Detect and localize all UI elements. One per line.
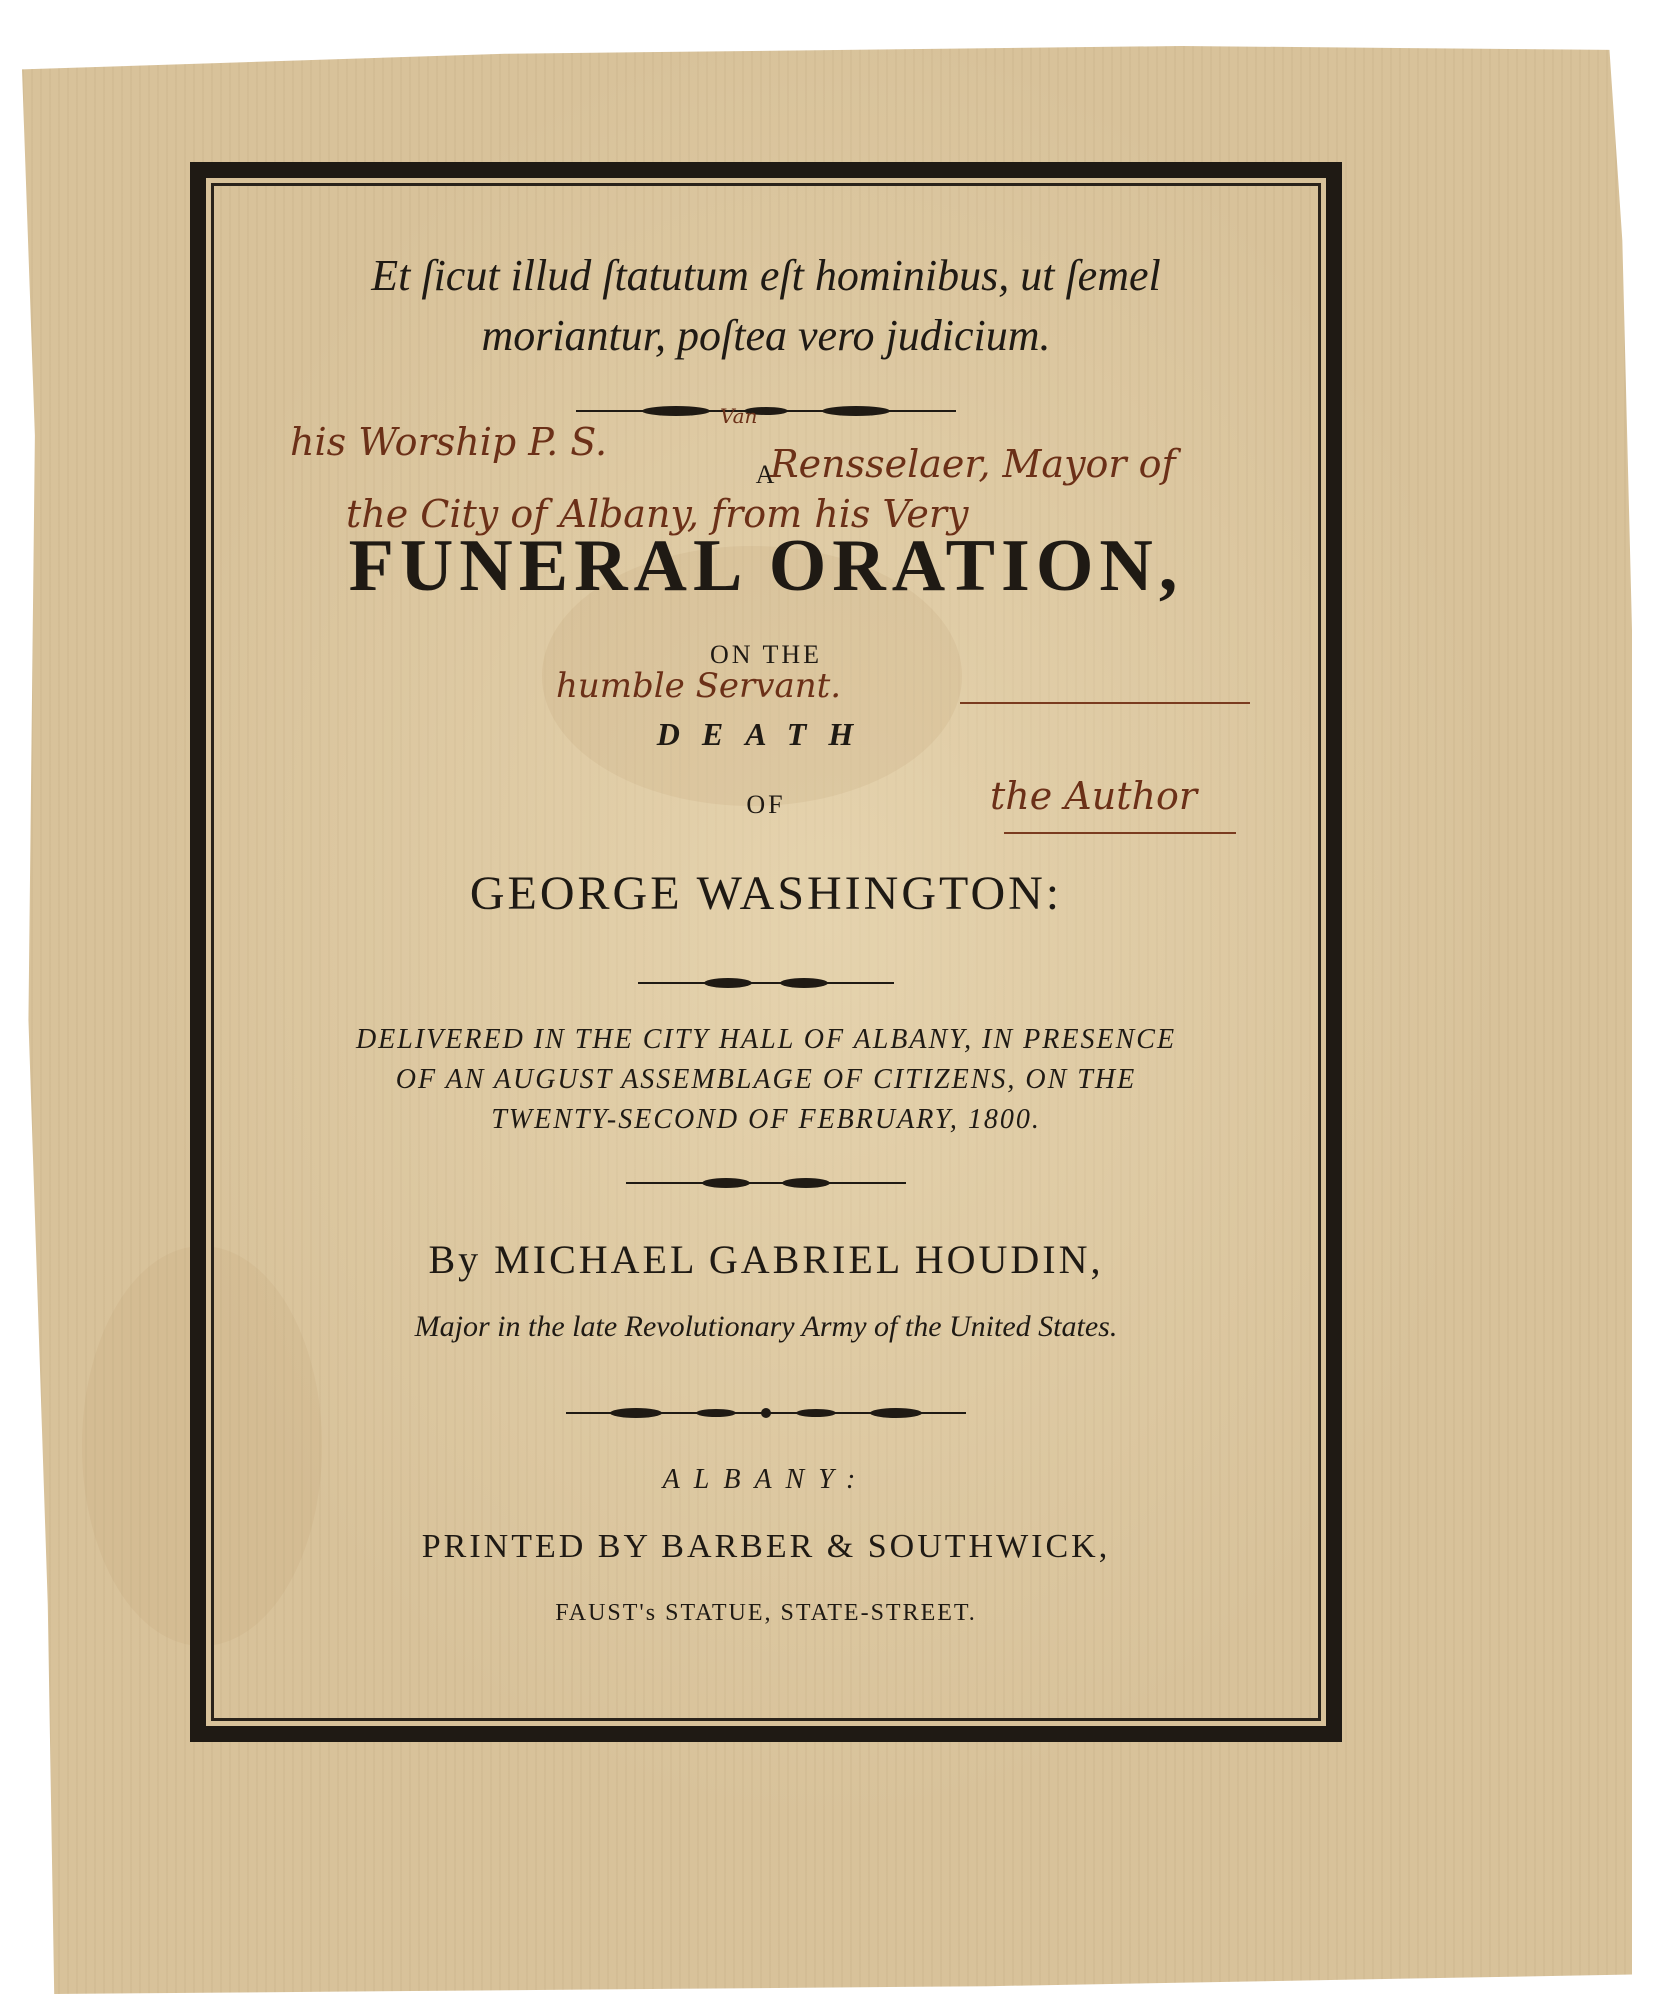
author-rank: Major in the late Revolutionary Army of the United States. [414,1310,1118,1343]
author-byline: By MICHAEL GABRIEL HOUDIN, [428,1237,1104,1282]
title-article: A [755,460,777,489]
ornament-rule [566,1406,966,1420]
inscription-insert: Van [720,404,758,428]
inscription-signature: the Author [990,774,1198,818]
delivery-line: TWENTY-SECOND OF FEBRUARY, 1800. [491,1104,1041,1135]
delivery-statement [190,1020,1342,1140]
title-subject: GEORGE WASHINGTON: [469,867,1063,920]
ornament-rule [626,1176,906,1190]
main-title: FUNERAL ORATION, [348,525,1184,607]
imprint-address: FAUST's STATUE, STATE-STREET. [555,1600,977,1626]
inscription-line: Rensselaer, Mayor of [770,442,1176,486]
inscription-line: the City of Albany, from his Very [346,492,969,536]
inscription-line: his Worship P. S. [290,420,608,464]
epigraph-line: moriantur, poſtea vero judicium. [481,311,1051,360]
signature-rule [1004,832,1236,834]
epigraph [190,246,1342,366]
imprint-printer: PRINTED BY BARBER & SOUTHWICK, [421,1528,1111,1565]
delivery-line: OF AN AUGUST ASSEMBLAGE OF CITIZENS, ON THE [395,1064,1137,1095]
epigraph-line: Et ſicut illud ſtatutum eſt hominibus, ut ſemel [371,251,1161,300]
ornament-rule [638,976,894,990]
title-on-the: ON THE [709,640,823,669]
title-of: OF [746,790,786,819]
imprint-place: ALBANY: [662,1464,870,1495]
ornament-rule [576,404,956,418]
delivery-line: DELIVERED IN THE CITY HALL OF ALBANY, IN PRESENCE [355,1024,1177,1055]
inscription-line: humble Servant. [556,666,842,706]
title-death: DEATH [656,716,876,752]
inscription-rule [960,702,1250,704]
title-page-border [190,162,1342,1742]
